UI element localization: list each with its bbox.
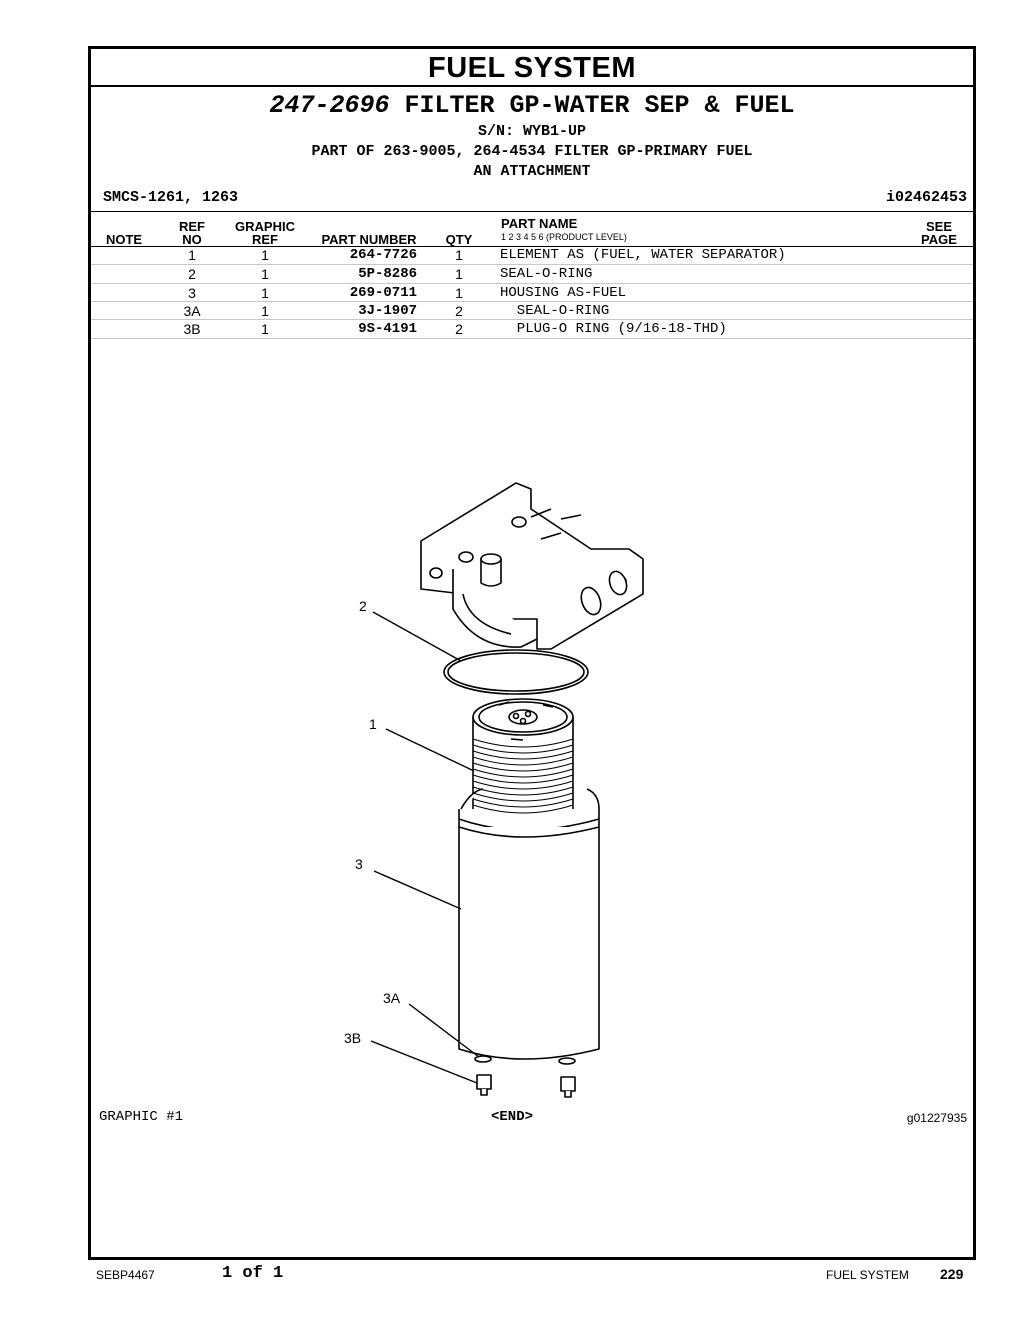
part-number: 264-7726 — [349, 247, 417, 263]
group-name: FILTER GP-WATER SEP & FUEL — [404, 91, 795, 120]
end-marker: <END> — [491, 1109, 534, 1125]
col-graphic-bottom: REF — [252, 232, 278, 247]
callout-label: 3 — [355, 856, 363, 872]
section-title: FUEL SYSTEM — [91, 49, 973, 87]
ref-no: 3A — [183, 303, 201, 319]
footer-section: FUEL SYSTEM — [826, 1268, 909, 1282]
graphic-ref: 1 — [261, 303, 269, 319]
col-graphic-top: GRAPHIC — [235, 219, 295, 234]
part-number: 5P-8286 — [358, 266, 417, 282]
ref-no: 3B — [183, 321, 201, 337]
graphic-id: g01227935 — [906, 1111, 967, 1125]
quantity: 1 — [455, 266, 463, 282]
housing-drawing — [459, 789, 599, 1059]
col-see-bottom: PAGE — [921, 232, 957, 247]
group-number: 247-2696 — [269, 91, 390, 120]
attachment-line: AN ATTACHMENT — [473, 163, 591, 180]
part-name: SEAL-O-RING — [500, 303, 610, 319]
col-ref-top: REF — [179, 219, 205, 234]
col-ref-bottom: NO — [182, 232, 202, 247]
filter-head-drawing — [421, 483, 643, 649]
part-name: PLUG-O RING (9/16-18-THD) — [500, 321, 727, 337]
graphic-ref: 1 — [261, 247, 269, 263]
page-frame — [88, 46, 976, 1260]
part-number: 3J-1907 — [358, 303, 417, 319]
document-id: i02462453 — [885, 189, 967, 206]
ref-no: 2 — [188, 266, 196, 282]
col-part-name: PART NAME — [501, 216, 578, 231]
callout-label: 2 — [359, 598, 367, 614]
callout-label: 3B — [344, 1030, 362, 1046]
ref-no: 3 — [188, 285, 196, 301]
graphic-ref: 1 — [261, 285, 269, 301]
drain-plugs-drawing — [475, 1056, 575, 1097]
col-part-number: PART NUMBER — [321, 232, 417, 247]
smcs-codes: SMCS-1261, 1263 — [103, 189, 239, 206]
part-name: SEAL-O-RING — [500, 266, 593, 282]
graphic-ref: 1 — [261, 266, 269, 282]
quantity: 1 — [455, 247, 463, 263]
part-name: HOUSING AS-FUEL — [500, 285, 627, 301]
callout-label: 1 — [369, 716, 377, 732]
footer-page-of: 1 of 1 — [222, 1264, 284, 1283]
graphic-label: GRAPHIC #1 — [99, 1109, 184, 1125]
callout-label: 3A — [383, 990, 401, 1006]
col-qty: QTY — [445, 232, 473, 247]
part-number: 9S-4191 — [358, 321, 417, 337]
part-name: ELEMENT AS (FUEL, WATER SEPARATOR) — [500, 247, 786, 263]
exploded-view-illustration — [91, 49, 973, 1257]
part-number: 269-0711 — [349, 285, 417, 301]
quantity: 2 — [455, 303, 463, 319]
serial-number: S/N: WYB1-UP — [477, 123, 587, 140]
seal-o-ring-drawing — [444, 650, 588, 694]
graphic-ref: 1 — [261, 321, 269, 337]
col-see-top: SEE — [925, 219, 952, 234]
part-of-line: PART OF 263-9005, 264-4534 FILTER GP-PRIMARY FUEL — [311, 143, 753, 160]
col-note: NOTE — [105, 232, 143, 247]
quantity: 1 — [455, 285, 463, 301]
quantity: 2 — [455, 321, 463, 337]
footer-doc-number: SEBP4467 — [96, 1268, 155, 1282]
ref-no: 1 — [188, 247, 196, 263]
product-level-scale: 1 2 3 4 5 6 (PRODUCT LEVEL) — [501, 232, 627, 242]
footer-page-number: 229 — [940, 1266, 964, 1282]
